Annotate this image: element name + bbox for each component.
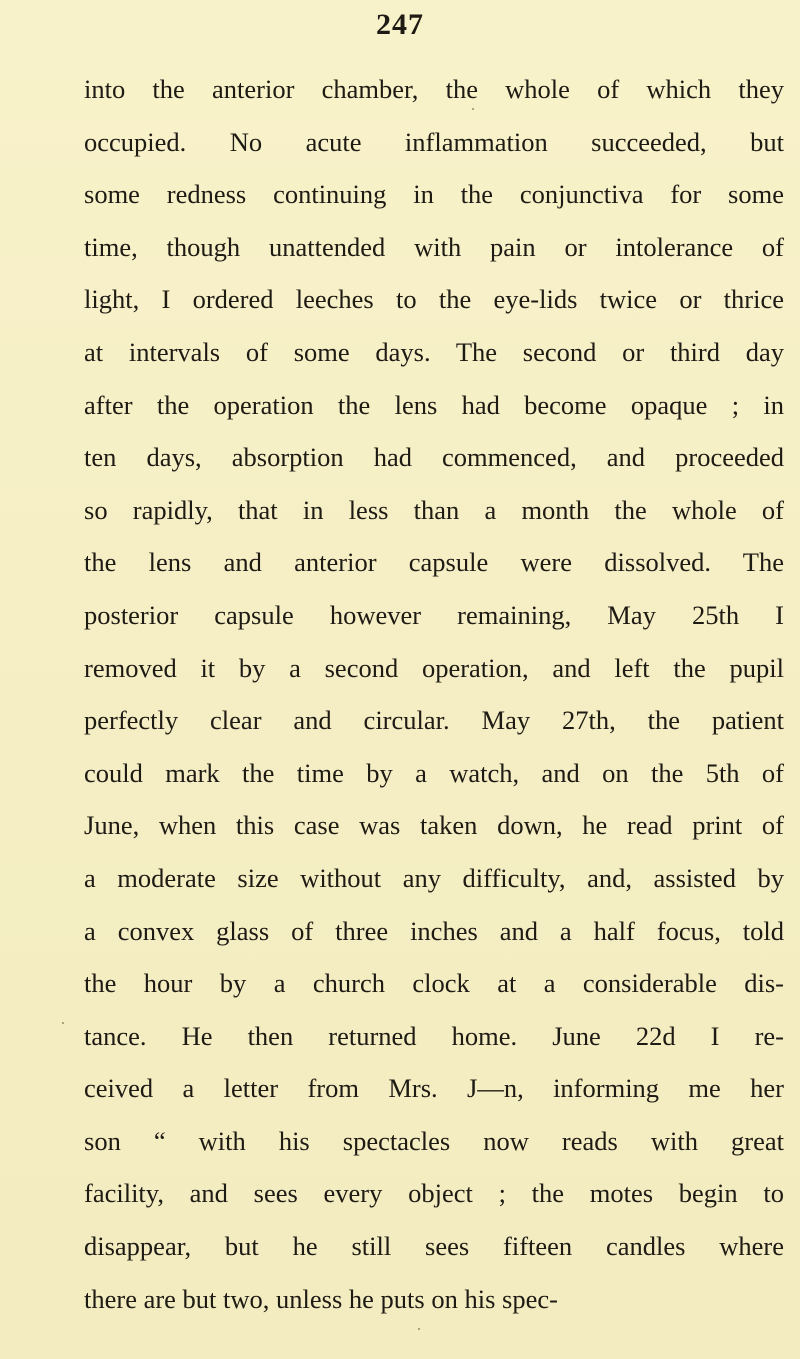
text-line: facility, and sees every object ; the motes begin to bbox=[84, 1178, 784, 1209]
text-line: into the anterior chamber, the whole of which they bbox=[84, 74, 784, 104]
page-number: 247 bbox=[376, 8, 424, 41]
text-line: light, I ordered leeches to the eye-lids twice or thrice bbox=[84, 284, 784, 315]
text-line: there are but two, unless he puts on his spec- bbox=[84, 1283, 558, 1314]
text-line: so rapidly, that in less than a month the whole of bbox=[84, 494, 784, 525]
paper-speck bbox=[472, 108, 474, 110]
text-line: after the operation the lens had become opaque ; in bbox=[84, 389, 784, 420]
paper-speck bbox=[62, 1022, 64, 1024]
text-line: could mark the time by a watch, and on the 5th of bbox=[84, 757, 784, 788]
text-line: a moderate size without any difficulty, and, assisted by bbox=[84, 862, 784, 893]
text-line: removed it by a second operation, and left the pupil bbox=[84, 652, 784, 683]
text-line: occupied. No acute inflammation succeeded, but bbox=[84, 126, 784, 157]
text-line: son “ with his spectacles now reads with great bbox=[84, 1125, 784, 1156]
text-line: ceived a letter from Mrs. J—n, informing me her bbox=[84, 1073, 784, 1104]
text-line: tance. He then returned home. June 22d I re- bbox=[84, 1020, 784, 1051]
paper-speck bbox=[418, 1328, 420, 1330]
text-line: the hour by a church clock at a considerable dis- bbox=[84, 968, 784, 999]
text-line: posterior capsule however remaining, May 25th I bbox=[84, 599, 784, 630]
text-line: ten days, absorption had commenced, and proceeded bbox=[84, 442, 784, 473]
text-line: June, when this case was taken down, he read print of bbox=[84, 810, 784, 841]
text-line: the lens and anterior capsule were dissolved. The bbox=[84, 547, 784, 578]
text-line: at intervals of some days. The second or third day bbox=[84, 336, 784, 367]
text-line: perfectly clear and circular. May 27th, the patient bbox=[84, 705, 784, 736]
text-line: time, though unattended with pain or intolerance of bbox=[84, 231, 784, 262]
text-line: a convex glass of three inches and a half focus, told bbox=[84, 915, 784, 946]
body-text bbox=[84, 63, 784, 1325]
text-line: disappear, but he still sees fifteen candles where bbox=[84, 1231, 784, 1262]
text-line: some redness continuing in the conjunctiva for some bbox=[84, 179, 784, 210]
